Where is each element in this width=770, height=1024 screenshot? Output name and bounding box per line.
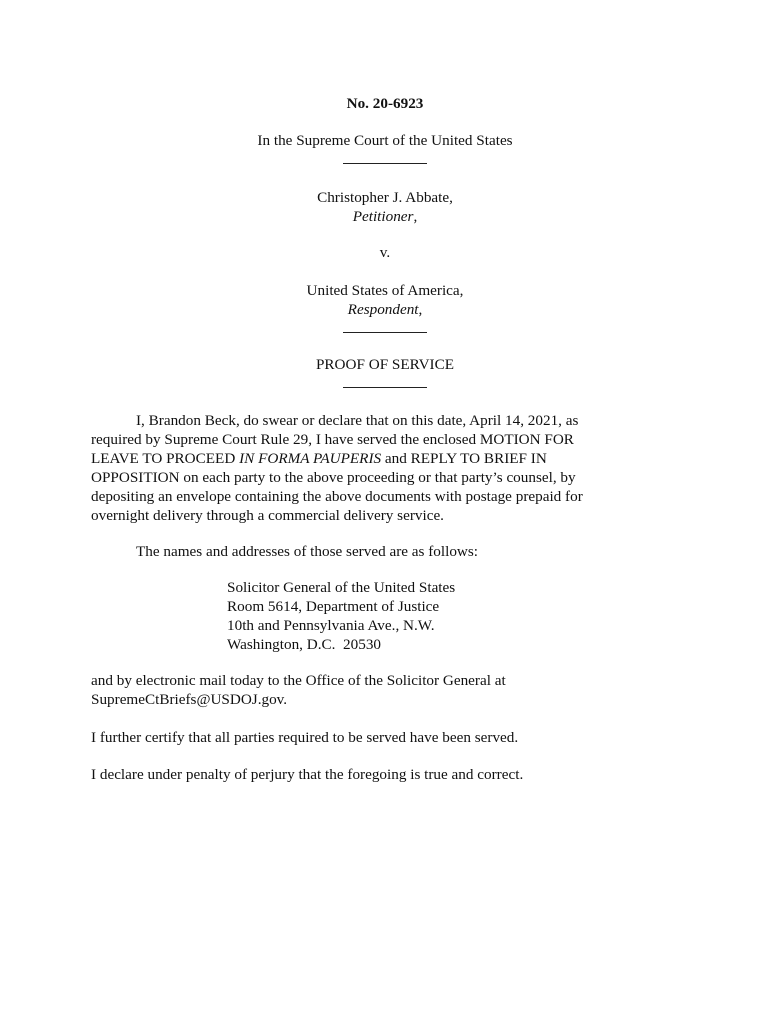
divider-3 xyxy=(343,387,427,388)
petitioner-role xyxy=(0,207,770,226)
address-line-4: Washington, D.C. 20530 xyxy=(227,636,382,653)
email-line-2: SupremeCtBriefs@USDOJ.gov. xyxy=(91,691,288,708)
certify-statement: I further certify that all parties required to be served have been served. xyxy=(91,729,519,746)
declaration-statement: I declare under penalty of perjury that the foregoing is true and correct. xyxy=(91,766,524,783)
service-line-6: overnight delivery through a commercial delivery service. xyxy=(91,507,444,524)
service-line-3: LEAVE TO PROCEED IN FORMA PAUPERIS and REPLY TO BRIEF IN xyxy=(91,450,547,467)
respondent-role-suffix: , xyxy=(418,301,423,318)
divider-2 xyxy=(343,332,427,333)
case-number: No. 20-6923 xyxy=(346,95,424,112)
served-intro: The names and addresses of those served are as follows: xyxy=(136,543,479,560)
respondent-role xyxy=(0,300,770,319)
address-line-3: 10th and Pennsylvania Ave., N.W. xyxy=(227,617,435,634)
document-title: PROOF OF SERVICE xyxy=(315,356,455,373)
address-line-1: Solicitor General of the United States xyxy=(227,579,456,596)
service-line-1: I, Brandon Beck, do swear or declare that on this date, April 14, 2021, as xyxy=(136,412,579,429)
respondent-role-label: Respondent xyxy=(347,301,419,318)
respondent-name: United States of America, xyxy=(306,282,464,299)
email-paragraph xyxy=(91,671,691,709)
service-line-5: depositing an envelope containing the above documents with postage prepaid for xyxy=(91,488,583,505)
service-line-2: required by Supreme Court Rule 29, I have served the enclosed MOTION FOR xyxy=(91,431,574,448)
petitioner-role-label: Petitioner xyxy=(352,208,414,225)
court-name: In the Supreme Court of the United States xyxy=(257,132,513,149)
email-line-1: and by electronic mail today to the Office of the Solicitor General at xyxy=(91,672,506,689)
service-address xyxy=(227,578,455,654)
address-line-2: Room 5614, Department of Justice xyxy=(227,598,440,615)
petitioner-name: Christopher J. Abbate, xyxy=(317,189,453,206)
service-paragraph xyxy=(91,411,691,525)
service-line-4: OPPOSITION on each party to the above proceeding or that party’s counsel, by xyxy=(91,469,576,486)
versus: v. xyxy=(379,244,391,261)
petitioner-role-suffix: , xyxy=(413,208,418,225)
divider-1 xyxy=(343,163,427,164)
in-forma-pauperis: IN FORMA PAUPERIS xyxy=(239,450,382,467)
